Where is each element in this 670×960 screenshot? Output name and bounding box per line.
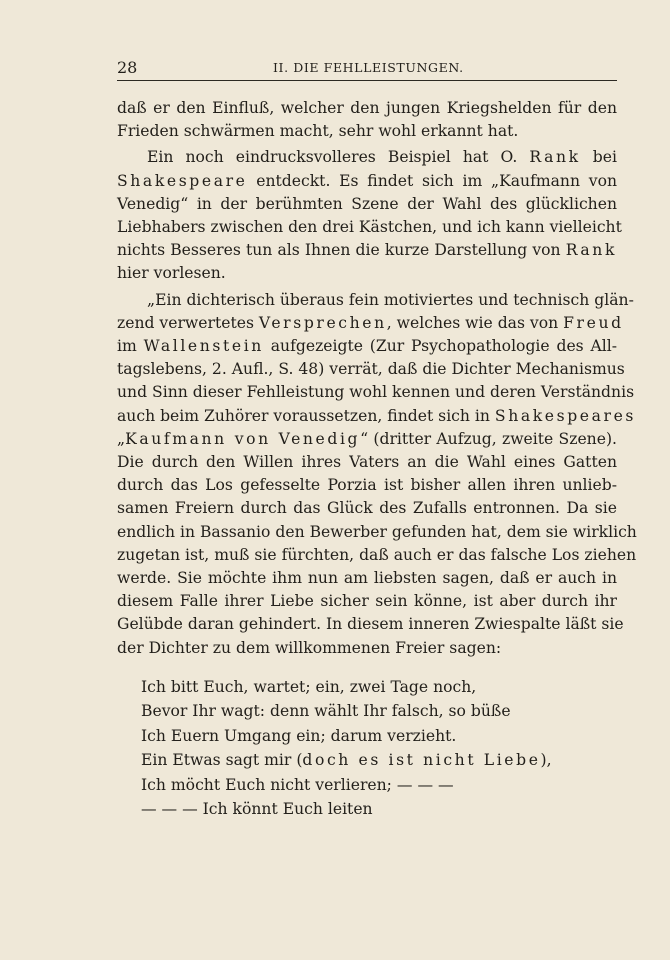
text-line xyxy=(117,97,617,120)
text-line xyxy=(117,637,617,660)
verse-line xyxy=(141,699,581,723)
text-line xyxy=(117,405,637,428)
text-run: Frieden schwärmen macht, sehr wohl erkannt hat. xyxy=(117,122,519,141)
spaced-emphasis: doch es ist nicht Liebe xyxy=(302,751,541,770)
text-run: nichts Besseres tun als Ihnen die kurze Darstellung von xyxy=(117,241,566,260)
text-run: Ich bitt Euch, wartet; ein, zwei Tage noch, xyxy=(141,678,477,696)
paragraph xyxy=(117,146,622,285)
spaced-emphasis: Freud xyxy=(563,313,624,332)
text-run: Ich Euern Umgang ein; darum verzieht. xyxy=(141,726,457,745)
text-line xyxy=(117,544,637,567)
text-run: samen Freiern durch das Glück des Zufalls entronnen. Da sie xyxy=(117,499,617,518)
text-line xyxy=(117,474,617,497)
text-run: der Dichter zu dem willkommenen Freier sagen: xyxy=(117,638,502,657)
text-line xyxy=(117,239,617,262)
text-run: Ein Etwas sagt mir ( xyxy=(141,751,303,770)
text-run: zugetan ist, muß sie fürchten, daß auch er das falsche Los ziehen xyxy=(117,545,637,564)
text-line xyxy=(117,262,617,285)
text-run: daß er den Einfluß, welcher den jungen Kriegshelden für den xyxy=(117,99,617,117)
verse-line xyxy=(141,773,581,797)
text-line xyxy=(117,193,617,216)
text-run: endlich in Bassanio den Bewerber gefunden hat, dem sie wirklich xyxy=(117,522,637,541)
text-run: im xyxy=(117,337,144,356)
text-run: Bevor Ihr wagt: denn wählt Ihr falsch, so büße xyxy=(141,702,511,721)
text-line xyxy=(117,428,617,451)
header-rule xyxy=(117,80,617,81)
text-run: Die durch den Willen ihres Vaters an die Wahl eines Gatten xyxy=(117,453,617,472)
text-line xyxy=(117,381,635,404)
verse-quotation xyxy=(141,675,581,821)
text-run: “ (dritter Aufzug, zweite Szene). xyxy=(360,429,617,448)
text-run: „ xyxy=(117,429,126,448)
text-line xyxy=(117,358,625,381)
text-line xyxy=(117,497,617,520)
text-run: werde. Sie möchte ihm nun am liebsten sagen, daß er auch in xyxy=(117,569,617,588)
text-run: tagslebens, 2. Aufl., S. 48) verrät, daß die Dichter Mechanismus xyxy=(117,360,625,379)
text-line xyxy=(117,521,637,544)
text-line xyxy=(117,613,624,636)
paragraph xyxy=(117,97,617,143)
text-run: bei xyxy=(580,148,617,167)
page-header xyxy=(117,58,617,80)
text-line xyxy=(117,289,634,312)
text-line xyxy=(117,312,624,335)
text-run: diesem Falle ihrer Liebe sicher sein könne, ist aber durch ihr xyxy=(117,592,617,611)
text-line xyxy=(117,590,617,613)
spaced-emphasis: Shakespeare xyxy=(117,171,248,190)
spaced-emphasis: Versprechen xyxy=(258,313,387,332)
text-run: „Ein dichterisch überaus fein motiviertes und technisch glän- xyxy=(147,290,634,309)
text-run: — — — Ich könnt Euch leiten xyxy=(141,800,373,819)
spaced-emphasis: Kaufmann von Venedig xyxy=(125,429,361,448)
verse-line xyxy=(141,675,581,699)
text-run: hier vorlesen. xyxy=(117,264,226,283)
text-run: zend verwertetes xyxy=(117,313,259,332)
text-run: durch das Los gefesselte Porzia ist bisher allen ihren unlieb- xyxy=(117,476,617,495)
spaced-emphasis: Rank xyxy=(529,148,581,167)
text-run: Liebhabers zwischen den drei Kästchen, und ich kann vielleicht xyxy=(117,218,622,237)
text-run: Gelübde daran gehindert. In diesem inneren Zwiespalte läßt sie xyxy=(117,615,624,634)
text-line xyxy=(117,567,617,590)
text-run: ), xyxy=(540,751,552,770)
spaced-emphasis: Shakespeares xyxy=(494,406,637,425)
text-line xyxy=(117,216,622,239)
text-line xyxy=(117,335,617,358)
text-run: auch beim Zuhörer voraussetzen, findet sich in xyxy=(117,406,495,425)
page-number: 28 xyxy=(117,58,138,77)
text-run: Ich möcht Euch nicht verlieren; — — — xyxy=(141,775,454,794)
text-run: Ein noch eindrucksvolleres Beispiel hat O. xyxy=(147,148,530,167)
body-text xyxy=(117,97,637,660)
text-line xyxy=(117,146,617,169)
verse-line xyxy=(141,748,581,772)
verse-line xyxy=(141,724,581,748)
text-line xyxy=(117,120,617,143)
verse-line xyxy=(141,797,581,821)
text-run: , welches wie das von xyxy=(386,313,564,332)
text-run: entdeckt. Es findet sich im „Kaufmann von xyxy=(247,171,617,190)
running-title: II. DIE FEHLLEISTUNGEN. xyxy=(273,60,464,75)
text-run: und Sinn dieser Fehlleistung wohl kennen und deren Verständnis xyxy=(117,383,635,402)
text-line xyxy=(117,451,617,474)
text-run: Venedig“ in der berühmten Szene der Wahl des glücklichen xyxy=(117,194,617,213)
paragraph xyxy=(117,289,637,660)
text-run: aufgezeigte (Zur Psychopathologie des All- xyxy=(263,337,617,356)
text-line xyxy=(117,170,617,193)
spaced-emphasis: Rank xyxy=(565,241,617,260)
spaced-emphasis: Wallenstein xyxy=(143,337,264,356)
